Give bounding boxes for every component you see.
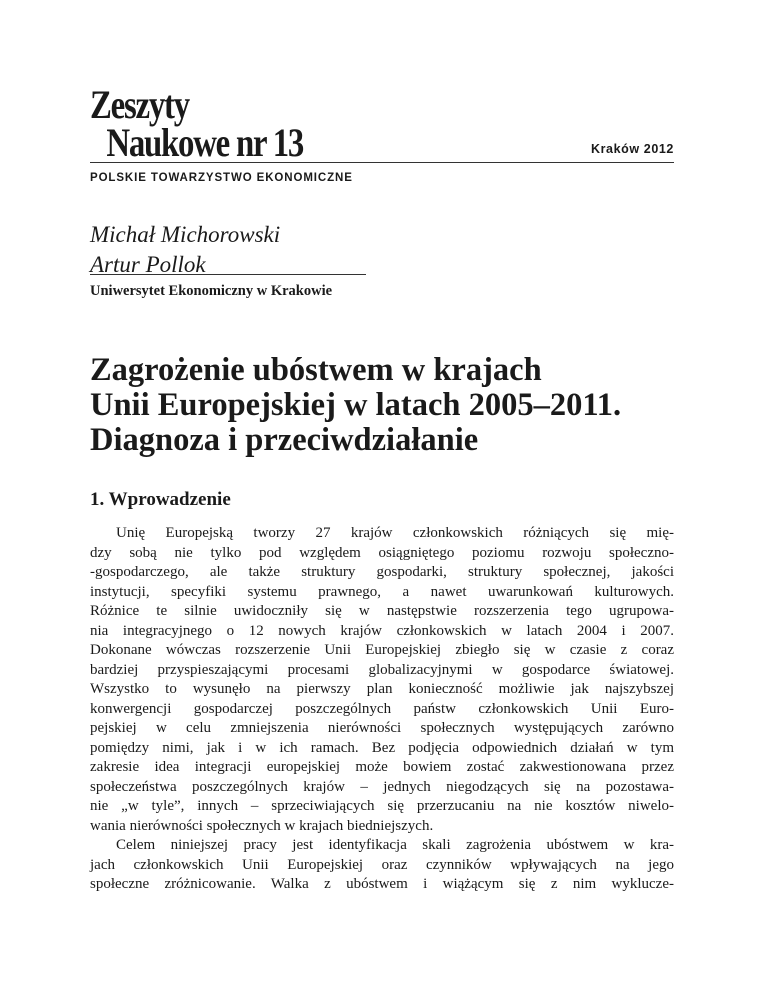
author-name: Michał Michorowski (90, 222, 281, 247)
body-line: społeczne zróżnicowanie. Walka z ubóstwem i wiążącym się z nim wyklucze- (90, 876, 674, 892)
body-line: nie „w tyle”, innych – sprzeciwiających się przerzucaniu na nie kosztów niwelo- (90, 798, 674, 814)
body-line: bardziej przyspieszającymi procesami globalizacyjnymi w gospodarce światowej. (90, 661, 674, 678)
body-line: Celem niniejszej pracy jest identyfikacja skali zagrożenia ubóstwem w kra- (116, 837, 674, 853)
body-line: nia integracyjnego o 12 nowych krajów członkowskich w latach 2004 i 2007. (90, 622, 674, 639)
body-line: pomiędzy nimi, jak i w ich ramach. Bez podjęcia odpowiednich działań w tym (90, 739, 674, 756)
society-name: POLSKIE TOWARZYSTWO EKONOMICZNE (90, 172, 353, 184)
place-year: Kraków 2012 (590, 142, 674, 156)
section-heading: 1. Wprowadzenie (90, 489, 231, 510)
author-name: Artur Pollok (90, 252, 206, 277)
affiliation: Uniwersytet Ekonomiczny w Krakowie (90, 283, 333, 299)
body-line: instytucji, specyfiki systemu prawnego, a nawet uwarunkowań kulturowych. (90, 583, 674, 600)
author-list (90, 220, 280, 280)
body-line: Różnice te silnie uwidoczniły się w następstwie rozszerzenia tego ugrupowa- (90, 603, 674, 619)
body-line: Unię Europejską tworzy 27 krajów członkowskich różniących się mię- (116, 525, 674, 541)
paper-title-line: Unii Europejskiej w latach 2005–2011. (90, 387, 622, 423)
journal-title-line1: Zeszyty (90, 82, 189, 127)
body-line: pejskiej w celu zmniejszenia nierówności społecznych występujących zarówno (90, 720, 674, 736)
journal-title-line2: Naukowe nr 13 (106, 120, 304, 165)
body-line: -gospodarczego, ale także struktury gospodarki, struktury społecznej, jakości (90, 564, 674, 580)
affiliation-divider (90, 274, 366, 275)
body-line: jach członkowskich Unii Europejskiej oraz czynników wpływających na jego (90, 856, 674, 873)
body-line: konwergencji gospodarczej poszczególnych państw członkowskich Unii Euro- (90, 700, 674, 717)
paper-title-line: Diagnoza i przeciwdziałanie (90, 422, 479, 458)
body-line: dzy sobą nie tylko pod względem osiągniętego poziomu rozwoju społeczno- (90, 544, 674, 561)
body-line: Wszystko to wysunęło na pierwszy plan konieczność możliwie jak najszybszej (90, 681, 674, 697)
paper-title (90, 353, 690, 458)
body-line: wania nierówności społecznych w krajach biedniejszych. (90, 817, 434, 834)
paper-title-line: Zagrożenie ubóstwem w krajach (90, 352, 542, 388)
header-divider (90, 162, 674, 163)
body-line: zakresie idea integracji europejskiej może bowiem zostać zakwestionowana przez (90, 759, 674, 775)
body-line: Dokonane wówczas rozszerzenie Unii Europejskiej zbiegło się w czasie z coraz (90, 642, 674, 658)
journal-title (90, 82, 304, 165)
body-line: społeczeństwa poszczególnych krajów – jednych niegodzących się na pozostawa- (90, 778, 674, 795)
body-text (90, 524, 674, 895)
